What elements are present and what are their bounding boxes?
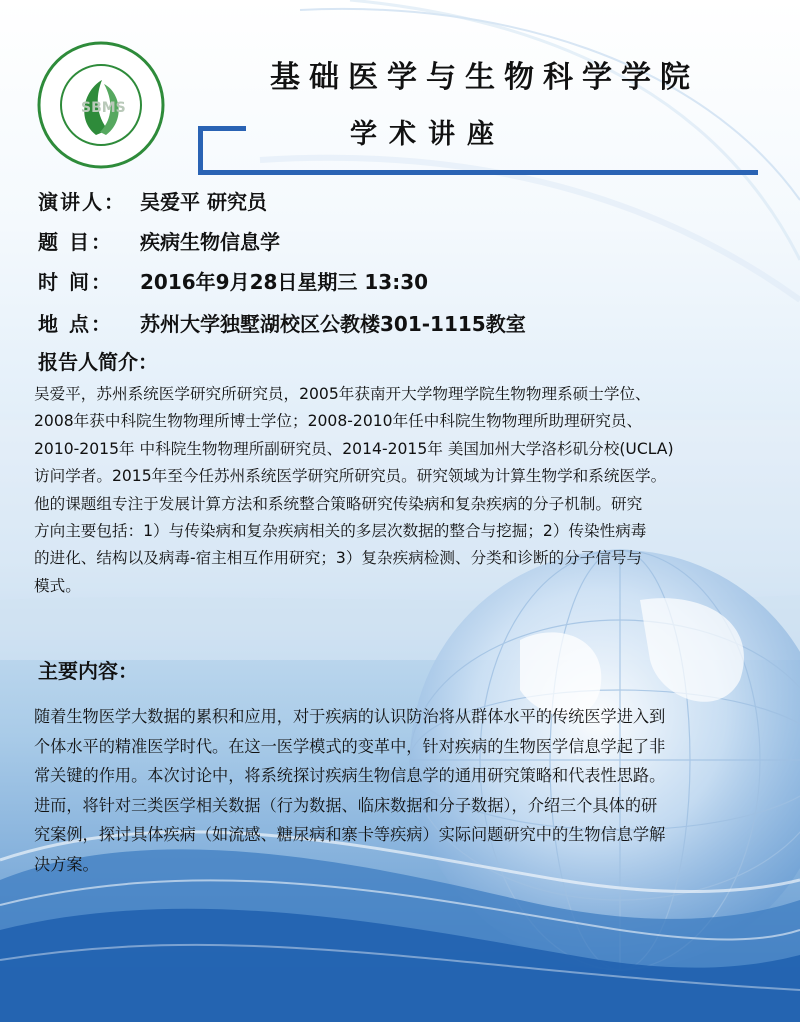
content-line: 究案例，探讨具体疾病（如流感、糖尿病和寨卡等疾病）实际问题研究中的生物信息学解 (34, 825, 666, 844)
info-value: 疾病生物信息学 (140, 230, 280, 254)
content-line: 个体水平的精准医学时代。在这一医学模式的变革中，针对疾病的生物医学信息学起了非 (34, 736, 666, 756)
page-subtitle: 学术讲座 (350, 119, 506, 150)
svg-text:SBMS: SBMS (81, 100, 126, 116)
bio-line: 他的课题组专注于发展计算方法和系统整合策略研究传染病和复杂疾病的分子机制。研究 (34, 494, 643, 513)
info-value: 2016年9月28日星期三 13:30 (140, 270, 429, 294)
bio-line: 2008年获中科院生物物理所博士学位；2008-2010年任中科院生物物理所助理研究员、 (34, 412, 643, 431)
info-row-topic (38, 226, 280, 255)
bio-line: 吴爱平，苏州系统医学研究所研究员，2005年获南开大学物理学院生物物理系硕士学位、 (34, 385, 651, 403)
info-label: 时 间： (38, 270, 113, 294)
content-paragraph (34, 702, 774, 879)
bio-heading: 报告人简介： (38, 350, 158, 374)
bio-line: 模式。 (34, 576, 81, 595)
bio-paragraph (34, 381, 774, 600)
content-line: 进而，将针对三类医学相关数据（行为数据、临床数据和分子数据），介绍三个具体的研 (34, 795, 658, 815)
school-logo (36, 40, 166, 170)
page-title: 基础医学与生物科学学院 (270, 60, 699, 95)
info-label: 地 点： (38, 312, 113, 336)
info-value: 吴爱平 研究员 (140, 190, 267, 214)
info-label: 演讲人： (38, 190, 126, 214)
bio-line: 方向主要包括：1）与传染病和复杂疾病相关的多层次数据的整合与挖掘；2）传染性病毒 (34, 522, 647, 541)
info-row-speaker (38, 186, 267, 215)
bio-line: 的进化、结构以及病毒-宿主相互作用研究；3）复杂疾病检测、分类和诊断的分子信号与 (34, 549, 643, 568)
bio-line: 2010-2015年 中科院生物物理所副研究员、2014-2015年 美国加州大学洛杉矶分校(UCLA) (34, 439, 674, 458)
bio-line: 访问学者。2015年至今任苏州系统医学研究所研究员。研究领域为计算生物学和系统医学。 (34, 467, 667, 486)
info-label: 题 目： (38, 230, 113, 254)
content-line: 决方案。 (34, 854, 99, 874)
content-heading: 主要内容： (38, 659, 138, 683)
content-line: 常关键的作用。本次讨论中，将系统探讨疾病生物信息学的通用研究策略和代表性思路。 (34, 766, 666, 785)
info-row-location (38, 308, 526, 337)
info-value: 苏州大学独墅湖校区公教楼301-1115教室 (140, 312, 526, 336)
content-line: 随着生物医学大数据的累积和应用，对于疾病的认识防治将从群体水平的传统医学进入到 (34, 707, 666, 726)
info-row-time (38, 266, 428, 295)
